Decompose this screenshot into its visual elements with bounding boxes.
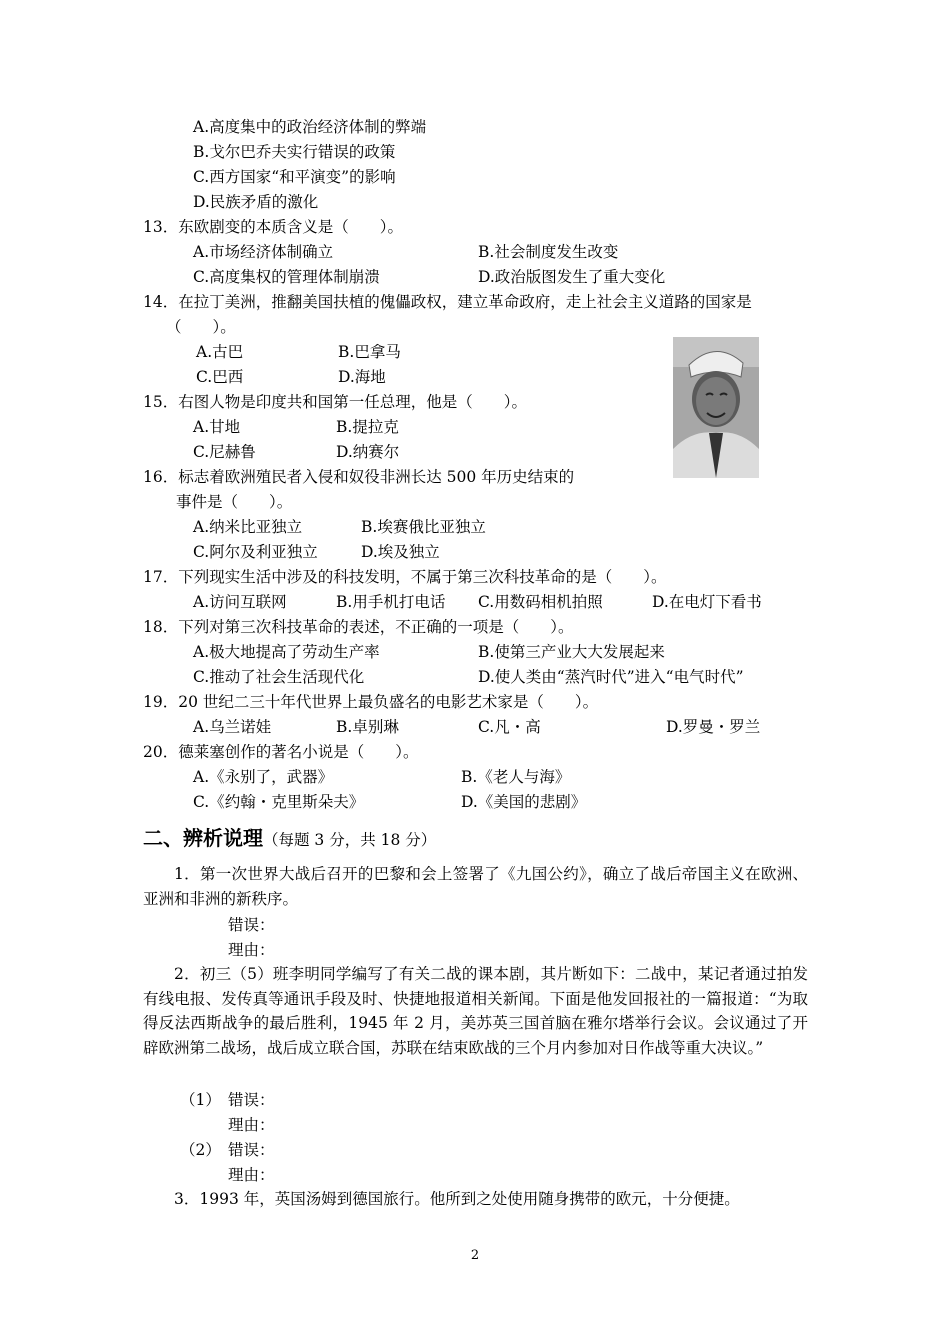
q16-stem-cont: 事件是（ ）。: [176, 493, 293, 511]
q12-option-d: D.民族矛盾的激化: [193, 193, 319, 211]
q18-option-a: A.极大地提高了劳动生产率: [193, 643, 380, 661]
section2-subtitle: （每题 3 分，共 18 分）: [263, 831, 437, 849]
q17-option-a: A.访问互联网: [193, 593, 287, 611]
q12-option-a: A.高度集中的政治经济体制的弊端: [193, 118, 427, 136]
q19-option-d: D.罗曼・罗兰: [666, 718, 761, 736]
q13-option-a: A.市场经济体制确立: [193, 243, 334, 261]
q20-stem: 20．德莱塞创作的著名小说是（ ）。: [143, 743, 419, 761]
section2-heading: [143, 824, 436, 854]
q16-stem: 16．标志着欧洲殖民者入侵和奴役非洲长达 500 年历史结束的: [143, 468, 575, 486]
item2-sub1-reason-label: 理由：: [228, 1116, 275, 1134]
item2-sub2-reason-label: 理由：: [228, 1166, 275, 1184]
q17-option-b: B.用手机打电话: [336, 593, 446, 611]
q16-option-d: D.埃及独立: [361, 543, 440, 561]
q12-option-b: B.戈尔巴乔夫实行错误的政策: [193, 143, 396, 161]
q17-option-d: D.在电灯下看书: [652, 593, 762, 611]
item2-sub2-label: （2）: [180, 1141, 221, 1159]
q15-stem: 15．右图人物是印度共和国第一任总理，他是（ ）。: [143, 393, 527, 411]
q20-option-c: C.《约翰・克里斯朵夫》: [193, 793, 365, 811]
analysis-item-2-text: 2．初三（5）班李明同学编写了有关二战的课本剧，其片断如下：二战中，某记者通过拍发有线电报、发传真等通讯手段及时、快捷地报道相关新闻。下面是他发回报社的一篇报道：“为取得反法西斯战争的最后胜利，1945 年 2 月，美苏英三国首脑在雅尔塔举行会议。会议通过了开辟欧洲第二战场，战后成立联合国，苏联在结束欧战的三个月内参加对日作战等重大决议。”: [143, 965, 808, 1058]
q13-option-b: B.社会制度发生改变: [478, 243, 619, 261]
q16-option-c: C.阿尔及利亚独立: [193, 543, 318, 561]
analysis-item-3: [143, 1187, 808, 1212]
q19-option-a: A.乌兰诺娃: [193, 718, 272, 736]
portrait-photo: [673, 337, 759, 478]
q19-option-b: B.卓别琳: [336, 718, 399, 736]
q13-option-d: D.政治版图发生了重大变化: [478, 268, 666, 286]
q14-option-d: D.海地: [338, 368, 386, 386]
q17-option-c: C.用数码相机拍照: [478, 593, 603, 611]
q14-option-b: B.巴拿马: [338, 343, 401, 361]
page-number: 2: [470, 1248, 480, 1263]
q18-option-b: B.使第三产业大大发展起来: [478, 643, 665, 661]
item1-error-label: 错误：: [228, 916, 275, 934]
q13-option-c: C.高度集权的管理体制崩溃: [193, 268, 380, 286]
analysis-item-1-text: 1．第一次世界大战后召开的巴黎和会上签署了《九国公约》，确立了战后帝国主义在欧洲、亚洲和非洲的新秩序。: [143, 865, 808, 908]
q14-option-a: A.古巴: [196, 343, 244, 361]
item1-reason-label: 理由：: [228, 941, 275, 959]
q18-option-c: C.推动了社会生活现代化: [193, 668, 365, 686]
q17-stem: 17．下列现实生活中涉及的科技发明，不属于第三次科技革命的是（ ）。: [143, 568, 667, 586]
section2-title: 二、辨析说理: [143, 826, 263, 850]
analysis-item-1: [143, 862, 808, 911]
q12-option-c: C.西方国家“和平演变”的影响: [193, 168, 396, 186]
q14-stem: 14．在拉丁美洲，推翻美国扶植的傀儡政权，建立革命政府，走上社会主义道路的国家是: [143, 293, 752, 311]
q14-stem-cont: （ ）。: [166, 318, 236, 336]
q13-stem: 13．东欧剧变的本质含义是（ ）。: [143, 218, 403, 236]
q20-option-a: A.《永别了，武器》: [193, 768, 334, 786]
q16-option-a: A.纳米比亚独立: [193, 518, 303, 536]
q16-option-b: B.埃赛俄比亚独立: [361, 518, 486, 536]
q15-option-a: A.甘地: [193, 418, 241, 436]
q19-stem: 19．20 世纪二三十年代世界上最负盛名的电影艺术家是（ ）。: [143, 693, 599, 711]
item2-sub2-error-label: 错误：: [228, 1141, 275, 1159]
q20-option-d: D.《美国的悲剧》: [461, 793, 587, 811]
q14-option-c: C.巴西: [196, 368, 244, 386]
q18-option-d: D.使人类由“蒸汽时代”进入“电气时代”: [478, 668, 744, 686]
q15-option-b: B.提拉克: [336, 418, 399, 436]
analysis-item-3-text: 3．1993 年，英国汤姆到德国旅行。他所到之处使用随身携带的欧元，十分便捷。: [174, 1190, 740, 1208]
item2-sub1-label: （1）: [180, 1091, 221, 1109]
item2-sub1-error-label: 错误：: [228, 1091, 275, 1109]
q18-stem: 18．下列对第三次科技革命的表述，不正确的一项是（ ）。: [143, 618, 574, 636]
q20-option-b: B.《老人与海》: [461, 768, 571, 786]
q15-option-d: D.纳赛尔: [336, 443, 400, 461]
portrait-icon: [673, 337, 759, 478]
analysis-item-2: [143, 962, 808, 1061]
q15-option-c: C.尼赫鲁: [193, 443, 256, 461]
q19-option-c: C.凡・高: [478, 718, 541, 736]
